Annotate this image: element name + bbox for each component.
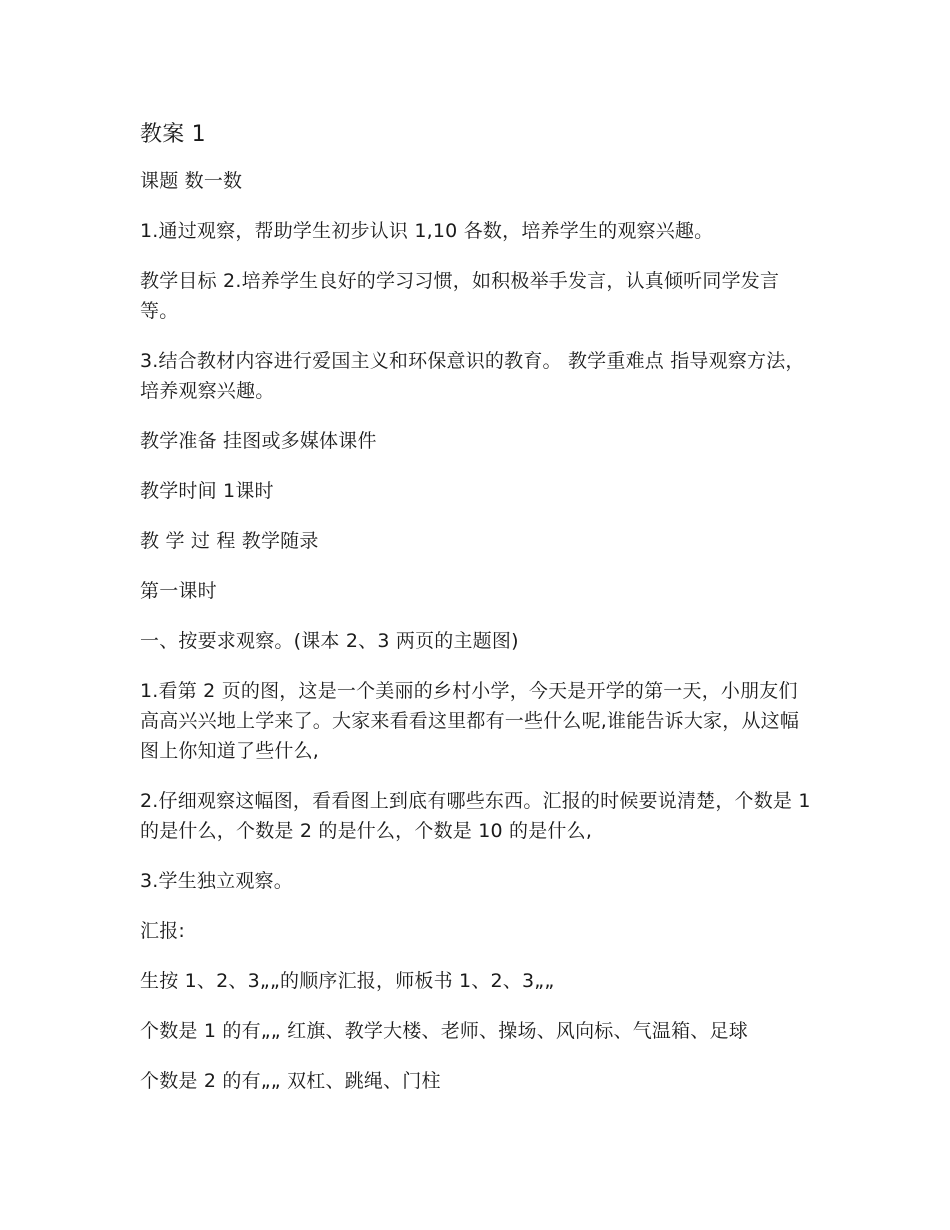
- lesson-title: 教案 1: [140, 122, 206, 147]
- count-two-items: 个数是 2 的有„„ 双杠、跳绳、门柱: [140, 1070, 441, 1092]
- teaching-preparation: 教学准备 挂图或多媒体课件: [140, 430, 377, 452]
- section-one-heading: 一、按要求观察。(课本 2、3 两页的主题图): [140, 630, 519, 652]
- step-3: 3.学生独立观察。: [140, 870, 293, 892]
- count-one-items: 个数是 1 的有„„ 红旗、教学大楼、老师、操场、风向标、气温箱、足球: [140, 1020, 748, 1042]
- lesson-topic: 课题 数一数: [140, 170, 243, 192]
- report-label: 汇报:: [140, 920, 186, 942]
- objective-2: 教学目标 2.培养学生良好的学习习惯，如积极举手发言，认真倾听同学发言等。: [140, 270, 780, 322]
- objective-1: 1.通过观察，帮助学生初步认识 1,10 各数，培养学生的观察兴趣。: [140, 220, 714, 242]
- teaching-time: 教学时间 1课时: [140, 480, 274, 502]
- report-order: 生按 1、2、3„„的顺序汇报，师板书 1、2、3„„: [140, 970, 555, 992]
- process-header: 教 学 过 程 教学随录: [140, 530, 319, 552]
- objective-3-and-focus: 3.结合教材内容进行爱国主义和环保意识的教育。 教学重难点 指导观察方法，培养观察兴趣。: [140, 350, 805, 402]
- step-2: 2.仔细观察这幅图，看看图上到底有哪些东西。汇报的时候要说清楚，个数是 1 的是什么，个数是 2 的是什么，个数是 10 的是什么,: [140, 790, 811, 842]
- first-lesson-heading: 第一课时: [140, 580, 217, 602]
- document-body: [140, 117, 812, 1116]
- step-1: 1.看第 2 页的图，这是一个美丽的乡村小学，今天是开学的第一天，小朋友们高高兴兴地上学来了。大家来看看这里都有一些什么呢,谁能告诉大家，从这幅图上你知道了些什么,: [140, 680, 800, 762]
